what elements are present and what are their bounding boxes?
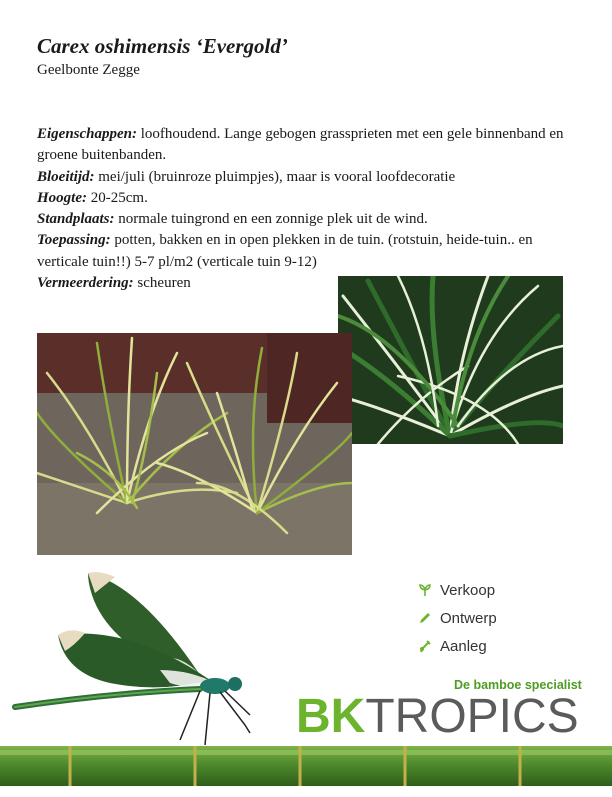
service-item-ontwerp xyxy=(418,604,497,632)
property-label: Standplaats: xyxy=(37,211,115,228)
service-label: Aanleg xyxy=(440,637,487,655)
property-value: scheuren xyxy=(133,275,191,292)
service-label: Ontwerp xyxy=(440,609,497,627)
bamboo-illustration xyxy=(0,740,612,797)
plant-photo-closeup xyxy=(338,276,563,444)
property-toepassing xyxy=(37,230,577,273)
property-hoogte xyxy=(37,188,577,209)
property-bloeitijd xyxy=(37,167,577,188)
property-standplaats xyxy=(37,209,577,230)
property-label: Bloeitijd: xyxy=(37,168,95,185)
property-eigenschappen xyxy=(37,124,577,167)
service-item-aanleg xyxy=(418,632,497,660)
pencil-icon xyxy=(418,611,432,625)
service-label: Verkoop xyxy=(440,581,496,599)
dragonfly-illustration xyxy=(10,565,260,760)
service-item-verkoop xyxy=(418,576,497,604)
services-list xyxy=(418,576,497,660)
plant-common-name: Geelbonte Zegge xyxy=(37,62,140,78)
brand-logo xyxy=(296,690,579,743)
property-label: Hoogte: xyxy=(37,189,87,206)
property-value: mei/juli (bruinroze pluimpjes), maar is vooral loofdecoratie xyxy=(94,168,456,185)
sprout-icon xyxy=(418,583,432,597)
property-label: Vermeerdering: xyxy=(37,275,134,292)
property-label: Eigenschappen: xyxy=(37,126,138,142)
logo-bk: BK xyxy=(296,690,366,743)
properties-section xyxy=(37,124,577,294)
shovel-icon xyxy=(418,639,432,653)
plant-photo-garden xyxy=(37,333,352,555)
plant-name: Carex oshimensis ‘Evergold’ xyxy=(37,34,288,58)
logo-tropics: TROPICS xyxy=(365,690,579,743)
brand-tagline: De bamboe specialist xyxy=(454,678,582,692)
property-value: potten, bakken en in open plekken in de tuin. (rotstuin, heide-tuin.. en verticale tuin!!) 5-7 pl/m2 (verticale tuin 9-12) xyxy=(37,232,533,270)
property-value: 20-25cm. xyxy=(87,189,148,206)
property-value: normale tuingrond en een zonnige plek uit de wind. xyxy=(114,211,428,228)
property-value: loofhoudend. Lange gebogen grassprieten met een gele binnenband en groene buitenbanden. xyxy=(37,126,564,164)
property-label: Toepassing: xyxy=(37,232,111,249)
